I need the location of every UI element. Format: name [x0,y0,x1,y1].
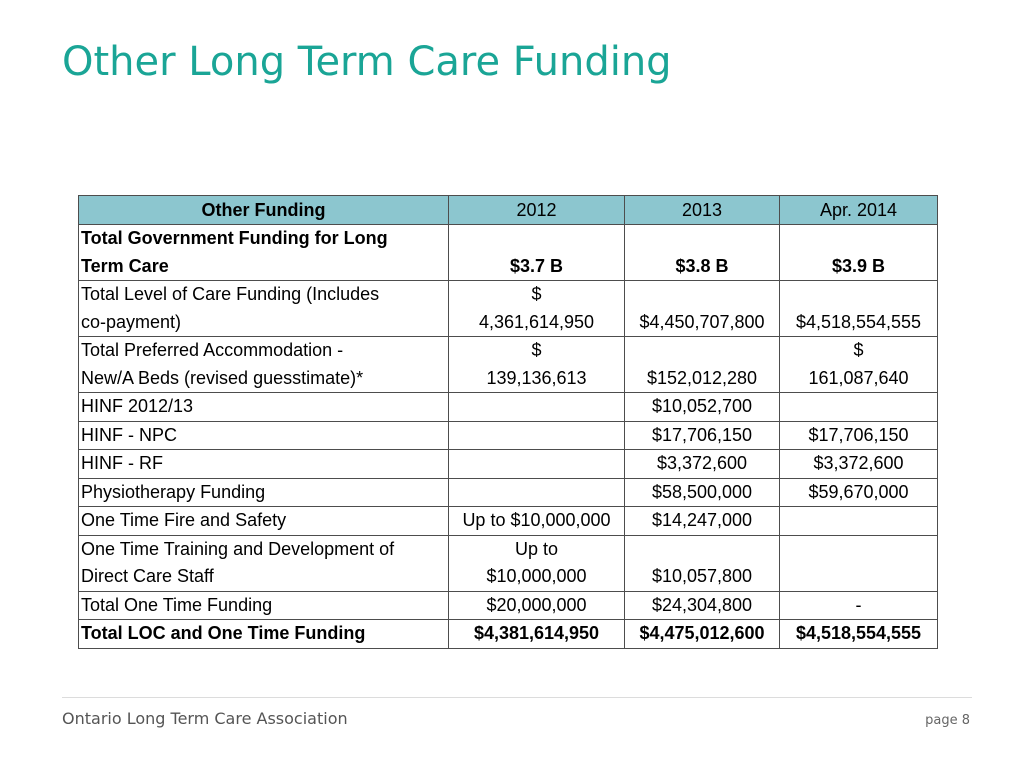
row-label-line: HINF - RF [81,453,163,473]
value-cell-line: $3,372,600 [813,453,904,473]
value-cell-2012 [449,337,625,393]
value-cell-apr-2014 [780,620,938,649]
value-cell-apr-2014 [780,421,938,450]
row-label [79,393,449,422]
row-label [79,478,449,507]
value-cell-line [451,225,622,253]
value-cell-line: $3.9 B [831,255,886,276]
row-label [79,620,449,649]
value-cell-2013 [625,478,780,507]
value-cell-2012 [449,507,625,536]
row-label-line: Total LOC and One Time Funding [81,623,366,643]
value-cell-line [451,479,622,507]
value-cell-line: $20,000,000 [486,594,587,615]
value-cell-line: $24,304,800 [651,594,753,615]
value-cell-apr-2014 [780,591,938,620]
value-cell-line [627,281,777,309]
value-cell-2013 [625,421,780,450]
row-label [79,225,449,281]
value-cell-line [782,507,935,535]
row-label-line: Total One Time Funding [81,594,273,615]
value-cell-line [782,563,935,591]
value-cell-line: $4,450,707,800 [639,311,765,332]
value-cell-line: $3.7 B [509,255,564,276]
footer-organization: Ontario Long Term Care Association [62,709,348,728]
value-cell-line: $59,670,000 [808,481,909,502]
value-cell-apr-2014 [780,225,938,281]
value-cell-apr-2014 [780,281,938,337]
value-cell-2013 [625,281,780,337]
value-cell-line: $58,500,000 [651,481,753,502]
value-cell-2012 [449,225,625,281]
row-label [79,535,449,591]
value-cell-line: $4,381,614,950 [473,623,600,643]
footer-divider [62,697,972,698]
value-cell-line [782,225,935,253]
table-row [79,620,938,649]
row-label [79,450,449,479]
table-row [79,535,938,591]
slide-title: Other Long Term Care Funding [62,39,672,85]
value-cell-line [451,393,622,421]
value-cell-line: 161,087,640 [808,367,909,388]
value-cell-line [782,393,935,421]
value-cell-2013 [625,620,780,649]
table-row [79,591,938,620]
row-label-line: Total Level of Care Funding (Includes [81,284,380,304]
table-row [79,421,938,450]
value-cell-line: Up to [514,538,559,559]
table-header [79,196,938,225]
row-label-line: HINF - NPC [81,424,177,445]
value-cell-line: 139,136,613 [486,367,587,388]
value-cell-apr-2014 [780,535,938,591]
value-cell-2013 [625,450,780,479]
row-label-line: One Time Fire and Safety [81,510,287,530]
row-label-line: Total Government Funding for Long [81,228,388,248]
row-label-line: New/A Beds (revised guesstimate)* [81,367,364,388]
table-row [79,225,938,281]
value-cell-2013 [625,225,780,281]
value-cell-line [782,536,935,564]
value-cell-2012 [449,620,625,649]
value-cell-line: $ [531,284,542,304]
value-cell-line: $ [853,340,864,360]
value-cell-2013 [625,591,780,620]
table-body [79,225,938,649]
value-cell-2013 [625,507,780,536]
value-cell-line: $152,012,280 [646,367,758,388]
value-cell-2012 [449,591,625,620]
value-cell-2012 [449,478,625,507]
table-row [79,281,938,337]
row-label-line: One Time Training and Development of [81,538,395,559]
funding-table [78,195,938,649]
value-cell-line: $3,372,600 [656,453,748,473]
value-cell-2013 [625,393,780,422]
value-cell-2012 [449,281,625,337]
row-label-line: co-payment) [81,311,182,332]
value-cell-line: $4,518,554,555 [795,311,922,332]
value-cell-line: $3.8 B [675,255,729,276]
value-cell-2012 [449,393,625,422]
row-label [79,421,449,450]
value-cell-line [451,450,622,478]
value-cell-2013 [625,535,780,591]
value-cell-line: $4,518,554,555 [795,623,922,643]
value-cell-line [627,536,777,564]
column-header-apr-2014: Apr. 2014 [780,196,938,225]
page-number: page 8 [925,713,970,728]
value-cell-2012 [449,535,625,591]
value-cell-line: $4,475,012,600 [639,623,765,643]
value-cell-apr-2014 [780,393,938,422]
value-cell-line [627,337,777,365]
value-cell-apr-2014 [780,337,938,393]
value-cell-line: $14,247,000 [651,510,753,530]
row-label-line: HINF 2012/13 [81,396,194,416]
table-row [79,507,938,536]
row-label-line: Physiotherapy Funding [81,481,266,502]
header-row [79,196,938,225]
value-cell-2013 [625,337,780,393]
value-cell-apr-2014 [780,507,938,536]
row-label [79,591,449,620]
value-cell-line: $17,706,150 [651,424,753,445]
table-row [79,393,938,422]
value-cell-apr-2014 [780,478,938,507]
value-cell-2012 [449,450,625,479]
value-cell-line: $ [531,340,542,360]
row-label [79,281,449,337]
value-cell-line [782,281,935,309]
row-label [79,507,449,536]
row-label [79,337,449,393]
value-cell-line: Up to $10,000,000 [462,510,611,530]
value-cell-line: $10,057,800 [651,566,753,586]
column-header-2012: 2012 [449,196,625,225]
column-header-2013: 2013 [625,196,780,225]
row-label-line: Direct Care Staff [81,566,214,586]
table-row [79,337,938,393]
value-cell-line: $17,706,150 [808,424,909,445]
value-cell-line: 4,361,614,950 [478,311,595,332]
table-row [79,450,938,479]
value-cell-line: - [855,594,862,615]
column-header-other-funding: Other Funding [79,196,449,225]
value-cell-2012 [449,421,625,450]
value-cell-line: $10,000,000 [486,566,587,586]
value-cell-line [627,225,777,253]
row-label-line: Total Preferred Accommodation - [81,340,344,360]
value-cell-line [451,422,622,450]
row-label-line: Term Care [81,255,169,276]
value-cell-line: $10,052,700 [651,396,753,416]
value-cell-apr-2014 [780,450,938,479]
table-row [79,478,938,507]
